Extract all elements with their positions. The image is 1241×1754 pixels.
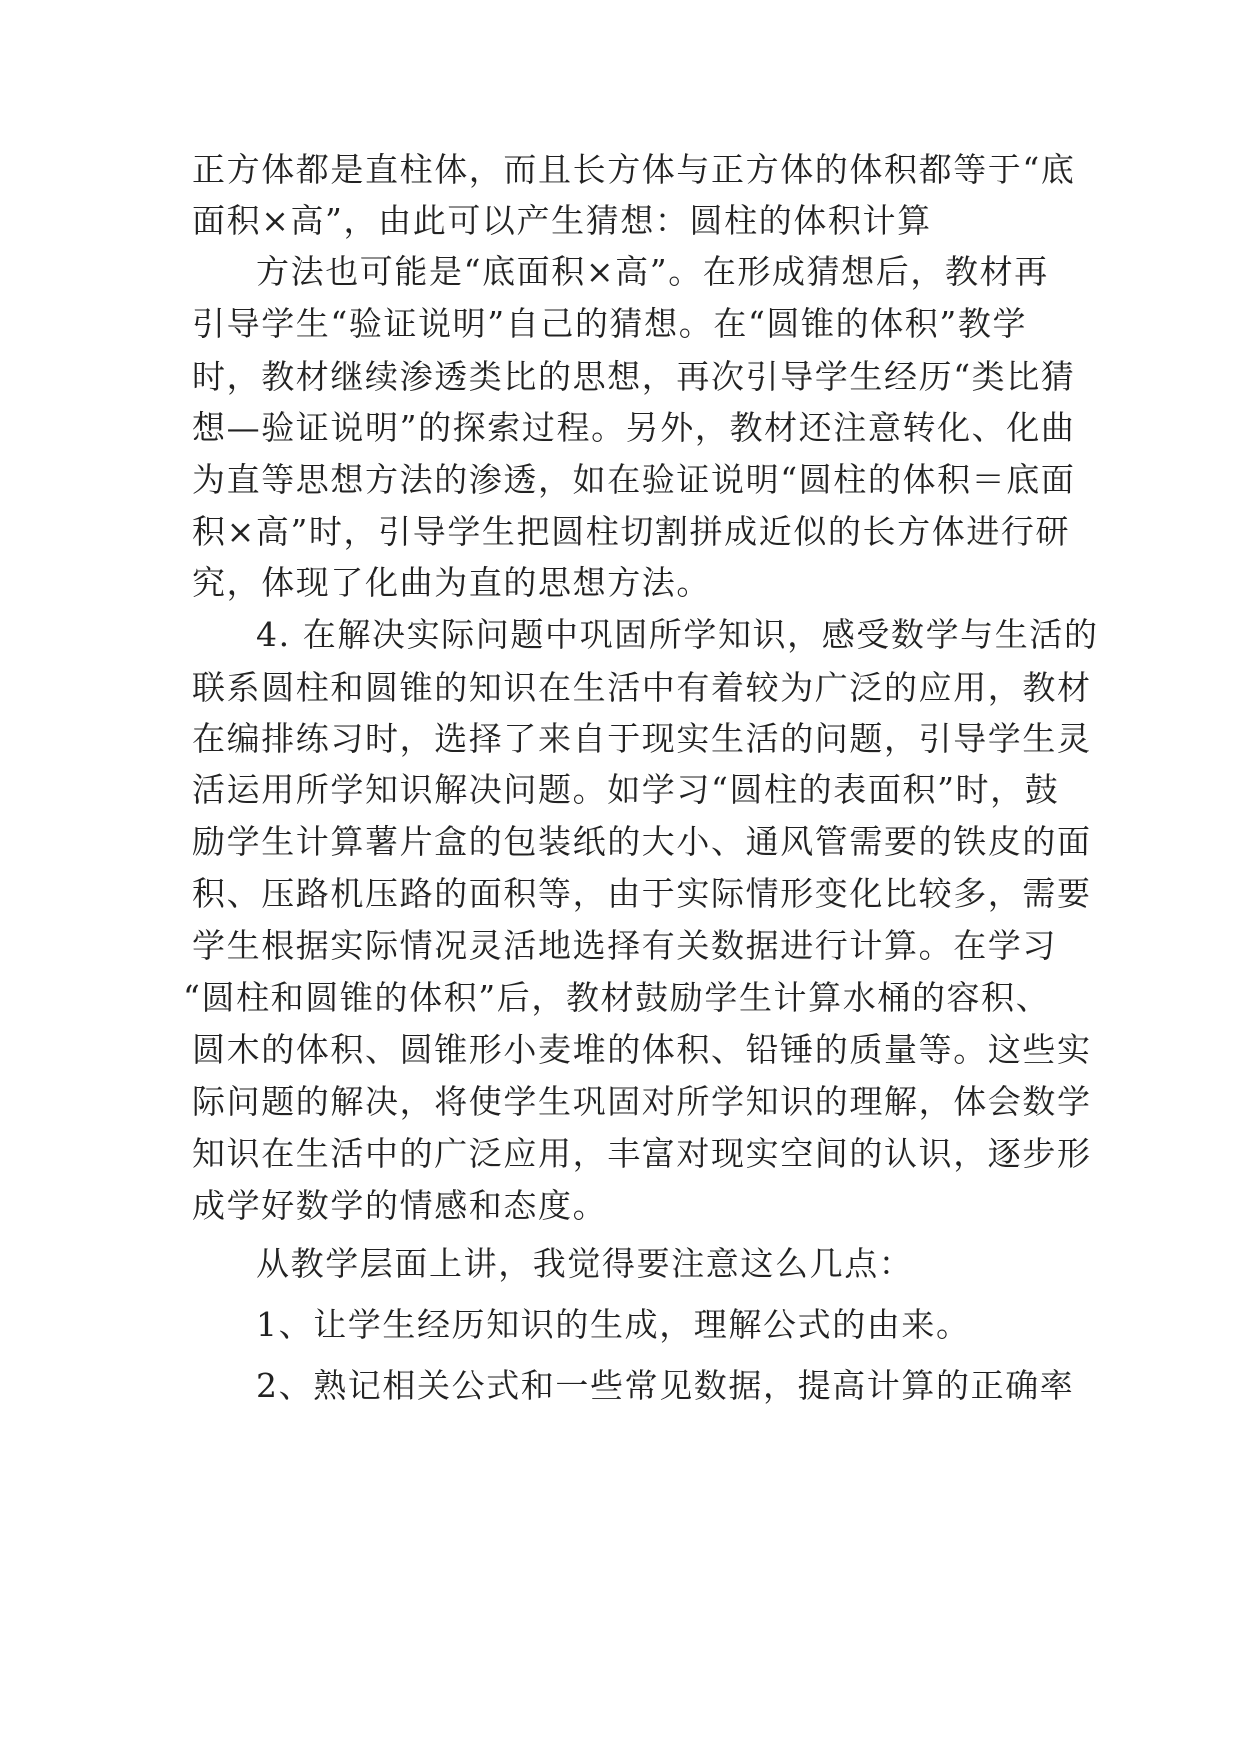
text-line: 联系圆柱和圆锥的知识在生活中有着较为广泛的应用，教材 xyxy=(192,668,1092,707)
text-line: 引导学生“验证说明”自己的猜想。在“圆锥的体积”教学 xyxy=(192,304,1028,343)
text-line: 在编排练习时，选择了来自于现实生活的问题，引导学生灵 xyxy=(192,719,1092,758)
text-line: “圆柱和圆锥的体积”后，教材鼓励学生计算水桶的容积、 xyxy=(183,978,1051,1017)
text-line: 1、让学生经历知识的生成，理解公式的由来。 xyxy=(256,1305,971,1344)
text-line: 2、熟记相关公式和一些常见数据，提高计算的正确率 xyxy=(256,1366,1075,1405)
text-line: 圆木的体积、圆锥形小麦堆的体积、铅锤的质量等。这些实 xyxy=(192,1030,1092,1069)
text-line: 励学生计算薯片盒的包装纸的大小、通风管需要的铁皮的面 xyxy=(192,822,1092,861)
text-line: 面积×高”，由此可以产生猜想：圆柱的体积计算 xyxy=(192,201,932,240)
text-line: 知识在生活中的广泛应用，丰富对现实空间的认识，逐步形 xyxy=(192,1134,1092,1173)
text-line: 活运用所学知识解决问题。如学习“圆柱的表面积”时，鼓 xyxy=(192,770,1060,809)
text-line: 积、压路机压路的面积等，由于实际情形变化比较多，需要 xyxy=(192,874,1092,913)
text-line: 究，体现了化曲为直的思想方法。 xyxy=(192,563,711,602)
text-line: 想—验证说明”的探索过程。另外，教材还注意转化、化曲 xyxy=(192,408,1076,447)
text-line: 学生根据实际情况灵活地选择有关数据进行计算。在学习 xyxy=(192,926,1057,965)
text-line: 时，教材继续渗透类比的思想，再次引导学生经历“类比猜 xyxy=(192,357,1076,396)
text-line: 4. 在解决实际问题中巩固所学知识，感受数学与生活的 xyxy=(256,615,1099,654)
text-line: 从教学层面上讲，我觉得要注意这么几点： xyxy=(256,1244,914,1283)
text-line: 为直等思想方法的渗透，如在验证说明“圆柱的体积＝底面 xyxy=(192,460,1076,499)
text-line: 方法也可能是“底面积×高”。在形成猜想后，教材再 xyxy=(256,252,1049,291)
text-line: 成学好数学的情感和态度。 xyxy=(192,1186,608,1225)
text-line: 正方体都是直柱体，而且长方体与正方体的体积都等于“底 xyxy=(192,150,1076,189)
text-line: 积×高”时，引导学生把圆柱切割拼成近似的长方体进行研 xyxy=(192,512,1071,551)
text-line: 际问题的解决，将使学生巩固对所学知识的理解，体会数学 xyxy=(192,1082,1092,1121)
